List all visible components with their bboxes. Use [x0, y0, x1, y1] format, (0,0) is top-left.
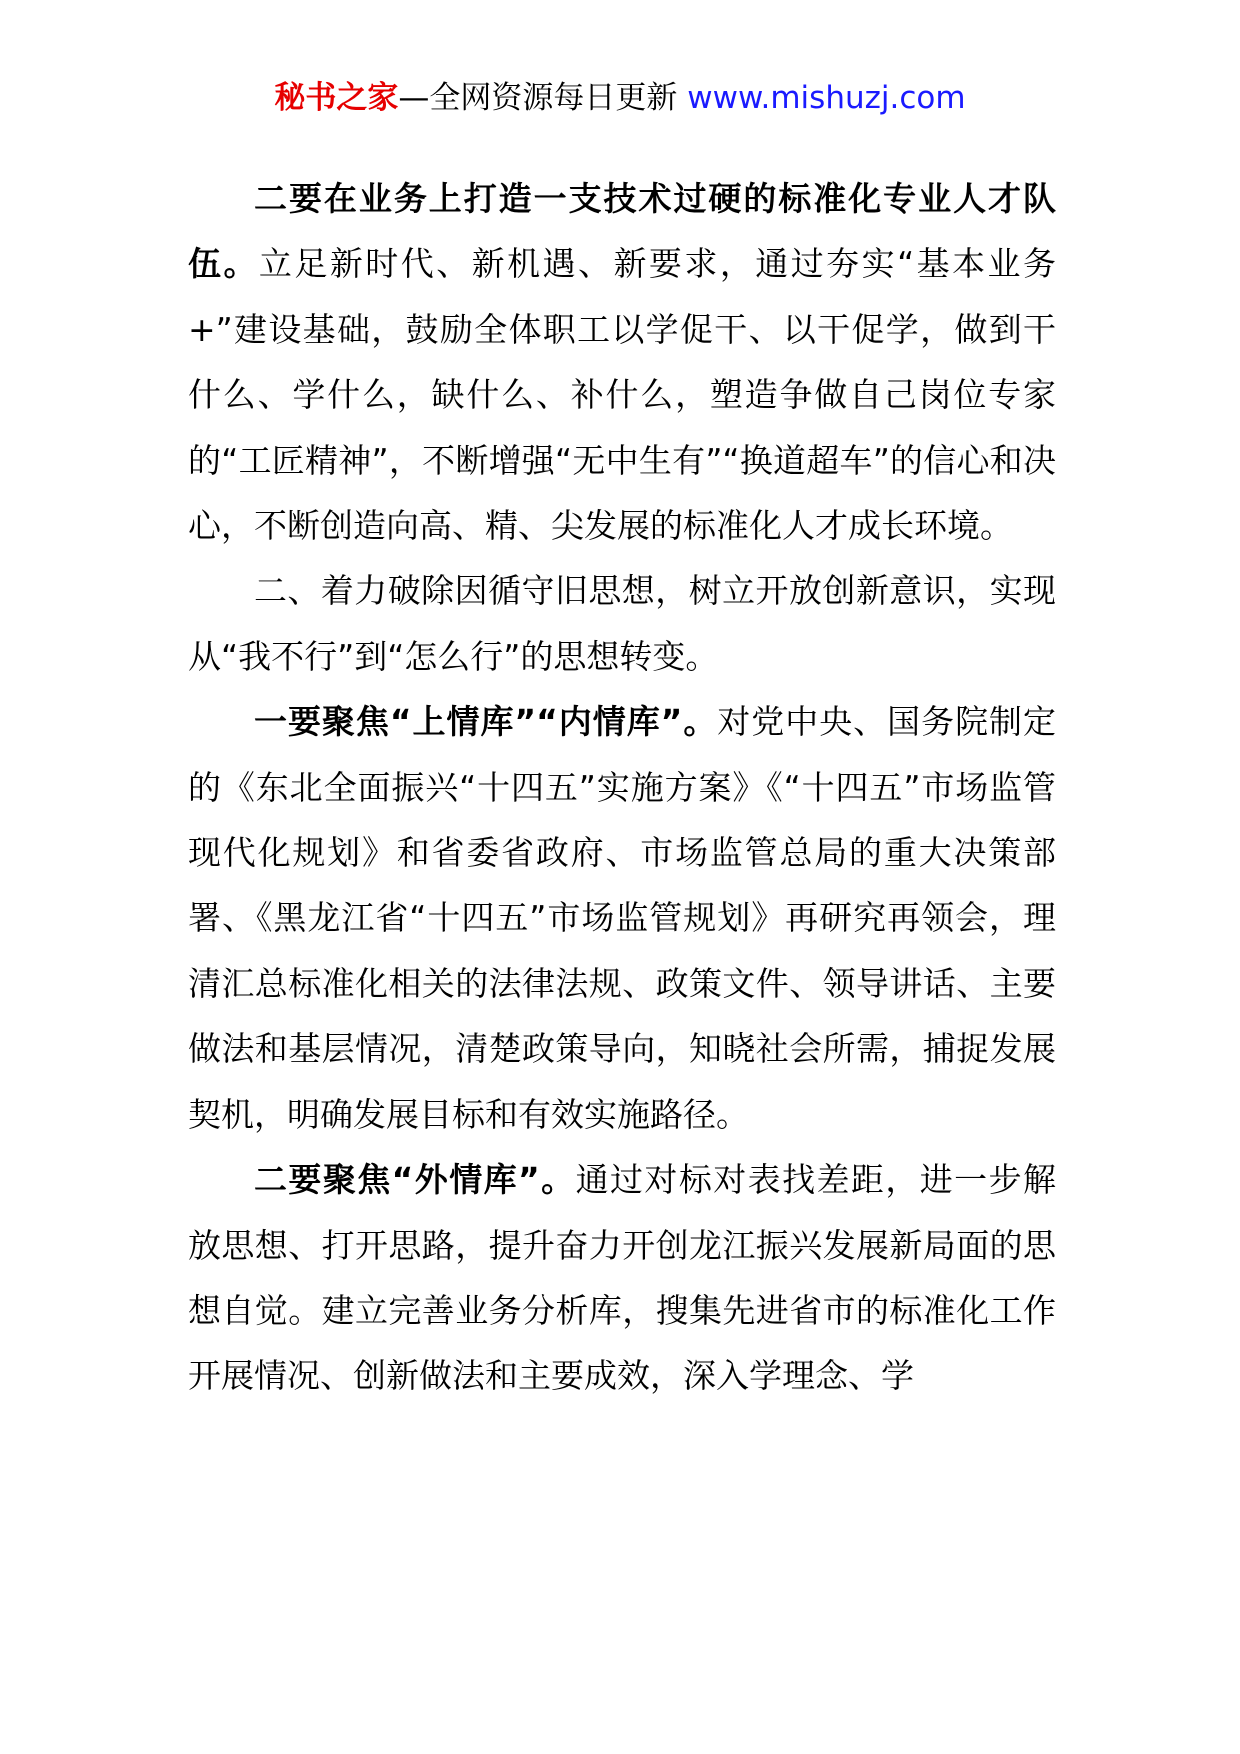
paragraph [188, 558, 1056, 689]
paragraph [188, 1147, 1056, 1409]
header-tagline: —全网资源每日更新 [398, 80, 688, 116]
paragraph-lead: 一要聚焦“上情库”“内情库”。 [254, 702, 718, 742]
paragraph-lead: 二要聚焦“外情库”。 [254, 1160, 576, 1200]
site-url-link[interactable]: www.mishuzj.com [687, 80, 966, 116]
paragraph [188, 166, 1056, 558]
document-body [188, 166, 1056, 1409]
brand-name: 秘书之家 [274, 80, 399, 116]
paragraph-body: 对党中央、国务院制定的《东北全面振兴“十四五”实施方案》《“十四五”市场监管现代化规划》和省委省政府、市场监管总局的重大决策部署、《黑龙江省“十四五”市场监管规划》再研究再领会，理清汇总标准化相关的法律法规、政策文件、领导讲话、主要做法和基层情况，清楚政策导向，知晓社会所需，捕捉发展契机，明确发展目标和有效实施路径。 [188, 702, 1056, 1134]
paragraph-lead: 二要在业务上打造一支技术过硬的标准化专业人才队伍。 [188, 179, 1056, 284]
page-header [0, 78, 1240, 118]
paragraph-body: 二、着力破除因循守旧思想，树立开放创新意识，实现从“我不行”到“怎么行”的思想转变。 [188, 571, 1056, 676]
paragraph-body: 通过对标对表找差距，进一步解放思想、打开思路，提升奋力开创龙江振兴发展新局面的思想自觉。建立完善业务分析库，搜集先进省市的标准化工作开展情况、创新做法和主要成效，深入学理念、学 [188, 1160, 1056, 1396]
paragraph-body: 立足新时代、新机遇、新要求，通过夯实“基本业务+”建设基础，鼓励全体职工以学促干、以干促学，做到干什么、学什么，缺什么、补什么，塑造争做自己岗位专家的“工匠精神”，不断增强“无中生有”“换道超车”的信心和决心，不断创造向高、精、尖发展的标准化人才成长环境。 [188, 244, 1057, 546]
paragraph [188, 689, 1056, 1147]
